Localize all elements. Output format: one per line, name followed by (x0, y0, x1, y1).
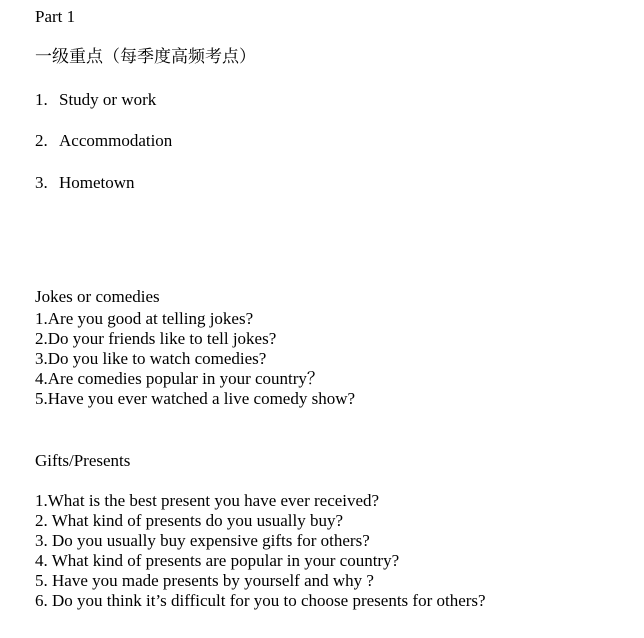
question-item: 4. What kind of presents are popular in your country? (35, 551, 400, 570)
question-item: 4.Are comedies popular in your country？ (35, 369, 324, 388)
key-topic-item (35, 90, 156, 110)
part-title: Part 1 (35, 7, 76, 26)
key-topic-label: Accommodation (59, 131, 173, 150)
question-item: 1.Are you good at telling jokes? (35, 309, 254, 328)
section-heading-jokes: Jokes or comedies (35, 287, 160, 306)
key-topic-item (35, 131, 172, 151)
question-item: 1.What is the best present you have ever received? (35, 491, 380, 510)
question-item: 2.Do your friends like to tell jokes? (35, 329, 277, 348)
key-topic-number: 3. (35, 173, 48, 192)
question-item: 5. Have you made presents by yourself and why ? (35, 571, 374, 590)
key-topic-label: Hometown (59, 173, 135, 192)
key-topic-number: 2. (35, 131, 48, 150)
question-item: 3.Do you like to watch comedies? (35, 349, 267, 368)
section-heading-gifts: Gifts/Presents (35, 451, 131, 470)
question-item: 5.Have you ever watched a live comedy show? (35, 389, 356, 408)
question-item: 2. What kind of presents do you usually buy? (35, 511, 344, 530)
key-topic-label: Study or work (59, 90, 157, 109)
key-topic-number: 1. (35, 90, 48, 109)
key-topic-item (35, 173, 135, 193)
question-item: 3. Do you usually buy expensive gifts for others? (35, 531, 370, 550)
question-item: 6. Do you think it’s difficult for you to choose presents for others? (35, 591, 486, 610)
subtitle: 一级重点（每季度高频考点） (35, 47, 256, 66)
